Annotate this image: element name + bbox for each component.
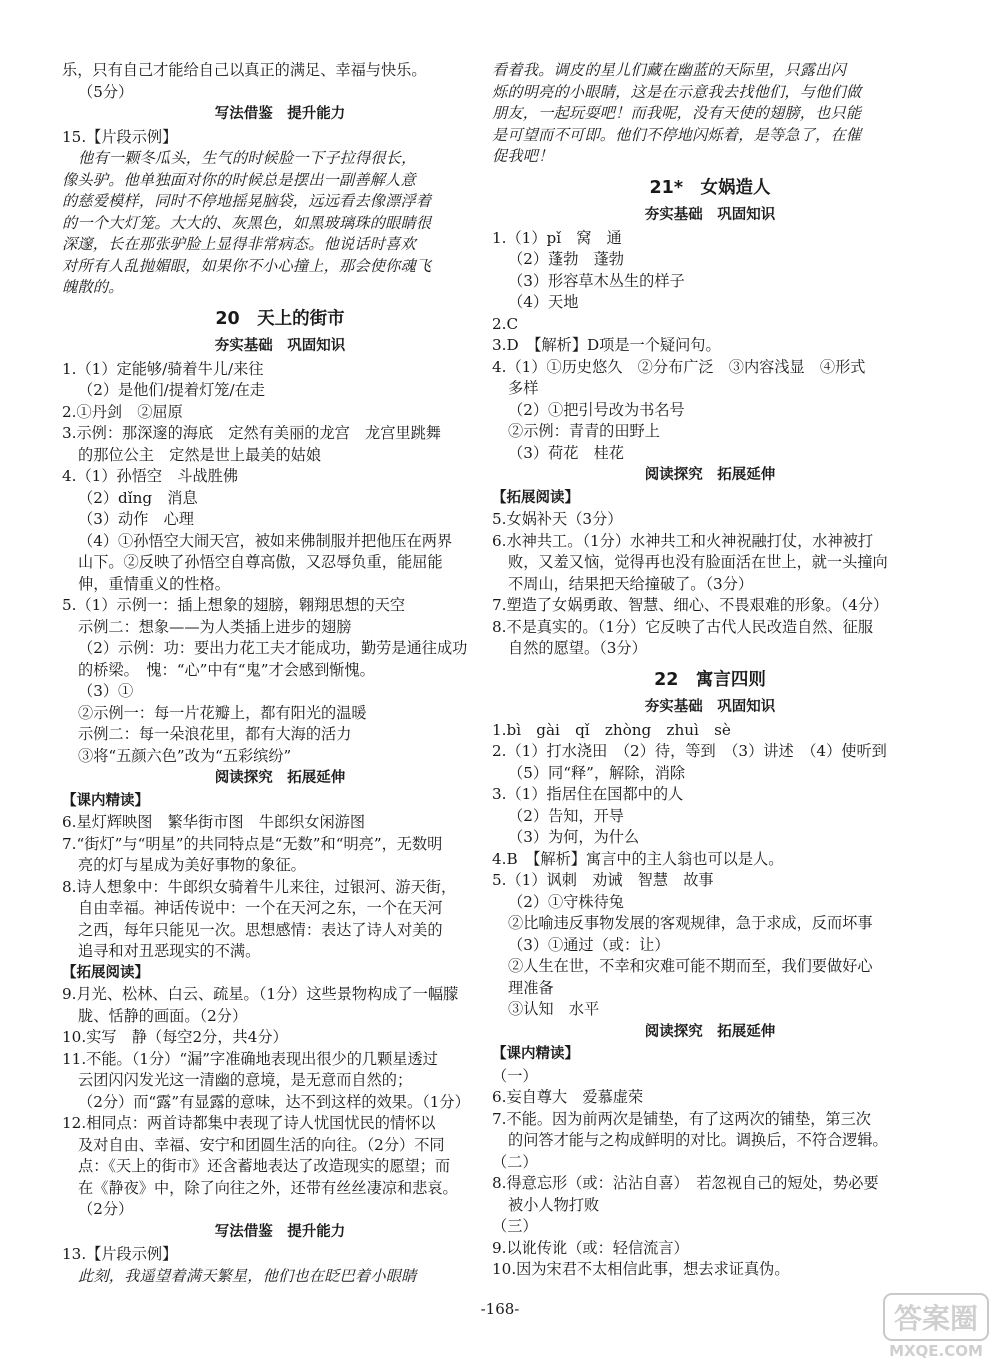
text-line: 4.B 【解析】寓言中的主人翁也可以是人。 <box>492 849 784 868</box>
text-line: 3.D 【解析】D项是一个疑问句。 <box>492 336 721 354</box>
text-line: （一） <box>492 1066 538 1085</box>
text-line: 4.（1）①历史悠久 ②分布广泛 ③内容浅显 ④形式 <box>492 357 866 376</box>
section-heading: 夯实基础 巩固知识 <box>644 207 776 223</box>
section-heading: 夯实基础 巩固知识 <box>214 338 346 354</box>
text-line: （3）为何，为什么 <box>508 828 640 846</box>
subsection-tag: 【课内精读】 <box>62 792 149 809</box>
text-line: 乐，只有自己才能给自己以真正的满足、幸福与快乐。 <box>62 61 427 79</box>
text-line: 伸，重情重义的性格。 <box>78 574 230 593</box>
right-column <box>492 60 928 1281</box>
text-line: 胧、恬静的画面。（2分） <box>78 1006 248 1025</box>
text-line: 6.星灯辉映图 繁华街市图 牛郎织女闲游图 <box>62 813 366 831</box>
sample-paragraph-line: 的一个大灯笼。大大的、灰黑色，如黑玻璃珠的眼睛很 <box>62 213 432 232</box>
subsection-tag: 【拓展阅读】 <box>62 964 149 981</box>
text-line: 理准备 <box>508 978 554 997</box>
watermark-url-text: MXQE.COM <box>889 1342 983 1360</box>
sample-paragraph-line: 是可望而不可即。他们不停地闪烁着，是等急了，在催 <box>492 125 862 144</box>
text-line: 及对自由、幸福、安宁和团圆生活的向往。（2分）不同 <box>78 1135 445 1154</box>
text-line: 点：《天上的街市》还含蓄地表达了改造现实的愿望；而 <box>78 1157 451 1175</box>
text-line: （5）同“释”，解除，消除 <box>508 763 686 782</box>
text-line: 多样 <box>508 379 539 397</box>
text-line: ②人生在世，不幸和灾难可能不期而至，我们要做好心 <box>508 957 873 975</box>
text-line: 13.【片段示例】 <box>62 1245 178 1263</box>
text-line: ③认知 水平 <box>508 1000 600 1018</box>
section-heading: 夯实基础 巩固知识 <box>644 699 776 715</box>
sample-paragraph-line: 促我吧！ <box>492 147 554 165</box>
text-line: （3）动作 心理 <box>78 510 194 528</box>
sample-paragraph-line: 烁的明亮的小眼睛，这是在示意我去找他们，与他们做 <box>492 82 862 101</box>
text-line: 12.相同点：两首诗都集中表现了诗人忧国忧民的情怀以 <box>62 1114 436 1132</box>
text-line: 2.①丹剑 ②屈原 <box>62 402 183 421</box>
text-line: （二） <box>492 1152 538 1171</box>
text-line: 8.诗人想象中：牛郎织女骑着牛儿来往，过银河、游天街， <box>62 877 457 896</box>
text-line: （2）①守株待兔 <box>508 892 624 911</box>
text-line: ②示例一：每一片花瓣上，都有阳光的温暖 <box>78 703 367 722</box>
text-line: 2.（1）打水浇田 （2）待，等到 （3）讲述 （4）使听到 <box>492 742 887 760</box>
text-line: 在《静夜》中，除了向往之外，还带有丝丝凄凉和悲哀。 <box>78 1178 458 1197</box>
text-line: 9.月光、松林、白云、疏星。（1分）这些景物构成了一幅朦 <box>62 985 459 1003</box>
text-line: 的那位公主 定然是世上最美的姑娘 <box>78 445 321 464</box>
text-line: 10.因为宋君不太相信此事，想去求证真伪。 <box>492 1260 790 1278</box>
text-line: 败，又羞又恼，觉得再也没有脸面活在世上，就一头撞向 <box>508 553 888 571</box>
section-heading: 阅读探究 拓展延伸 <box>214 770 346 786</box>
text-line: （3）①通过（或：让） <box>508 935 670 954</box>
text-line: 5.（1）讽刺 劝诫 智慧 故事 <box>492 871 714 889</box>
text-line: 不周山，结果把天给撞破了。（3分） <box>508 574 754 593</box>
sample-paragraph-line: 对所有人乱抛媚眼，如果你不小心撞上，那会使你魂飞 <box>62 256 432 275</box>
text-line: 的问答才能与之构成鲜明的对比。调换后，不符合逻辑。 <box>508 1131 888 1149</box>
text-line: （2分） <box>78 1200 134 1218</box>
subsection-tag: 【拓展阅读】 <box>492 489 579 506</box>
text-line: 7.“街灯”与“明星”的共同特点是“无数”和“明亮”，无数明 <box>62 834 443 853</box>
text-line: （3）形容草木丛生的样子 <box>508 271 685 290</box>
text-line: （2）蓬勃 蓬勃 <box>508 250 624 268</box>
text-line: 11.不能。（1分）“漏”字准确地表现出很少的几颗星透过 <box>62 1049 438 1068</box>
text-line: 山下。②反映了孙悟空自尊高傲，又忍辱负重，能屈能 <box>78 553 443 571</box>
text-line: 示例二：想象——为人类插上进步的翅膀 <box>78 617 352 636</box>
text-line: ③将“五颜六色”改为“五彩缤纷” <box>78 746 292 765</box>
text-line: 的桥梁。 愧：“心”中有“鬼”才会感到惭愧。 <box>78 660 375 679</box>
text-line: 之西，每年只能见一次。思想感情：表达了诗人对美的 <box>78 920 443 939</box>
page-number: -168- <box>480 1300 520 1318</box>
text-line: 5.女娲补天（3分） <box>492 510 623 528</box>
text-line: （2）示例：功：要出力花工夫才能成功，勤劳是通往成功 <box>78 639 468 657</box>
text-line: 6.水神共工。（1分）水神共工和火神祝融打仗，水神被打 <box>492 531 874 550</box>
text-line: 亮的灯与星成为美好事物的象征。 <box>78 856 306 874</box>
text-line: 被小人物打败 <box>508 1195 600 1214</box>
sample-paragraph-line: 的慈爱模样，同时不停地摇晃脑袋，远远看去像漂浮着 <box>62 192 432 210</box>
text-line: （3）① <box>78 682 134 700</box>
text-line: ②比喻违反事物发展的客观规律，急于求成，反而坏事 <box>508 914 873 932</box>
text-line: （三） <box>492 1217 538 1235</box>
text-line: 自由幸福。神话传说中：一个在天河之东，一个在天河 <box>78 899 443 917</box>
text-line: 1.（1）定能够/骑着牛儿/来往 <box>62 359 264 378</box>
sample-paragraph-line: 像头驴。他单独面对你的时候总是摆出一副善解人意 <box>62 170 416 189</box>
sample-paragraph-line: 朋友，一起玩耍吧！而我呢，没有天使的翅膀，也只能 <box>492 104 862 122</box>
text-line: （2）dǐng 消息 <box>78 488 198 507</box>
text-line: （2）告知，开导 <box>508 806 624 825</box>
watermark-main-text: 答案圈 <box>893 1302 979 1335</box>
text-line: 5.（1）示例一：插上想象的翅膀，翱翔思想的天空 <box>62 596 406 614</box>
text-line: 9.以讹传讹（或：轻信流言） <box>492 1238 689 1257</box>
text-line: 自然的愿望。（3分） <box>508 639 647 657</box>
text-line: 8.不是真实的。（1分）它反映了古代人民改造自然、征服 <box>492 617 874 636</box>
text-line: （5分） <box>78 82 134 101</box>
text-line: ②示例：青青的田野上 <box>508 422 660 440</box>
text-line: 3.示例：那深邃的海底 定然有美丽的龙宫 龙宫里跳舞 <box>62 424 441 442</box>
text-line: （2）是他们/提着灯笼/在走 <box>78 381 265 399</box>
text-line: 云团闪闪发光这一清幽的意境，是无意而自然的； <box>78 1071 413 1089</box>
text-line: 7.塑造了女娲勇敢、智慧、细心、不畏艰难的形象。（4分） <box>492 596 889 614</box>
sample-paragraph-line: 深邃，长在那张驴脸上显得非常病态。他说话时喜欢 <box>62 235 416 253</box>
section-heading: 写法借鉴 提升能力 <box>214 1223 346 1240</box>
text-line: （2）①把引号改为书名号 <box>508 400 685 419</box>
sample-paragraph-line: 他有一颗冬瓜头，生气的时候脸一下子拉得很长， <box>78 149 417 167</box>
text-line: 10.实写 静（每空2分，共4分） <box>62 1028 288 1046</box>
watermark-logo <box>880 1290 992 1362</box>
text-line: 示例二：每一朵浪花里，都有大海的活力 <box>78 725 352 743</box>
sample-paragraph-line: 看着我。调皮的星儿们藏在幽蓝的天际里，只露出闪 <box>492 61 846 79</box>
left-column <box>62 60 498 1287</box>
text-line: 6.妄自尊大 爱慕虚荣 <box>492 1088 644 1106</box>
text-line: 8.得意忘形（或：沾沾自喜） 若忽视自己的短处，势必要 <box>492 1174 879 1192</box>
text-line: 3.（1）指居住在国都中的人 <box>492 785 684 803</box>
lesson-title: 20 天上的街市 <box>215 308 345 329</box>
lesson-title: 21* 女娲造人 <box>649 177 771 198</box>
text-line: （4）①孙悟空大闹天宫，被如来佛制服并把他压在两界 <box>78 531 453 550</box>
text-line: 追寻和对丑恶现实的不满。 <box>78 942 261 960</box>
lesson-title: 22 寓言四则 <box>654 669 766 690</box>
text-line: （2分）而“露”有显露的意味，达不到这样的效果。（1分） <box>78 1092 470 1111</box>
text-line: 2.C <box>492 314 519 333</box>
text-line: 1.（1）pǐ 窝 通 <box>492 228 622 247</box>
sample-paragraph-line: 魄散的。 <box>62 278 124 296</box>
section-heading: 阅读探究 拓展延伸 <box>644 467 776 483</box>
text-line: （4）天地 <box>508 293 579 311</box>
text-line: 4.（1）孙悟空 斗战胜佛 <box>62 467 239 485</box>
section-heading: 写法借鉴 提升能力 <box>214 106 346 122</box>
text-line: （3）荷花 桂花 <box>508 443 624 462</box>
text-line: 7.不能。因为前两次是铺垫，有了这两次的铺垫，第三次 <box>492 1109 871 1128</box>
text-line: 1.bì gài qǐ zhòng zhuì sè <box>492 720 731 739</box>
sample-paragraph-line: 此刻，我遥望着满天繁星，他们也在眨巴着小眼睛 <box>78 1266 417 1285</box>
subsection-tag: 【课内精读】 <box>492 1046 579 1062</box>
text-line: 15.【片段示例】 <box>62 127 178 146</box>
section-heading: 阅读探究 拓展延伸 <box>644 1023 776 1040</box>
